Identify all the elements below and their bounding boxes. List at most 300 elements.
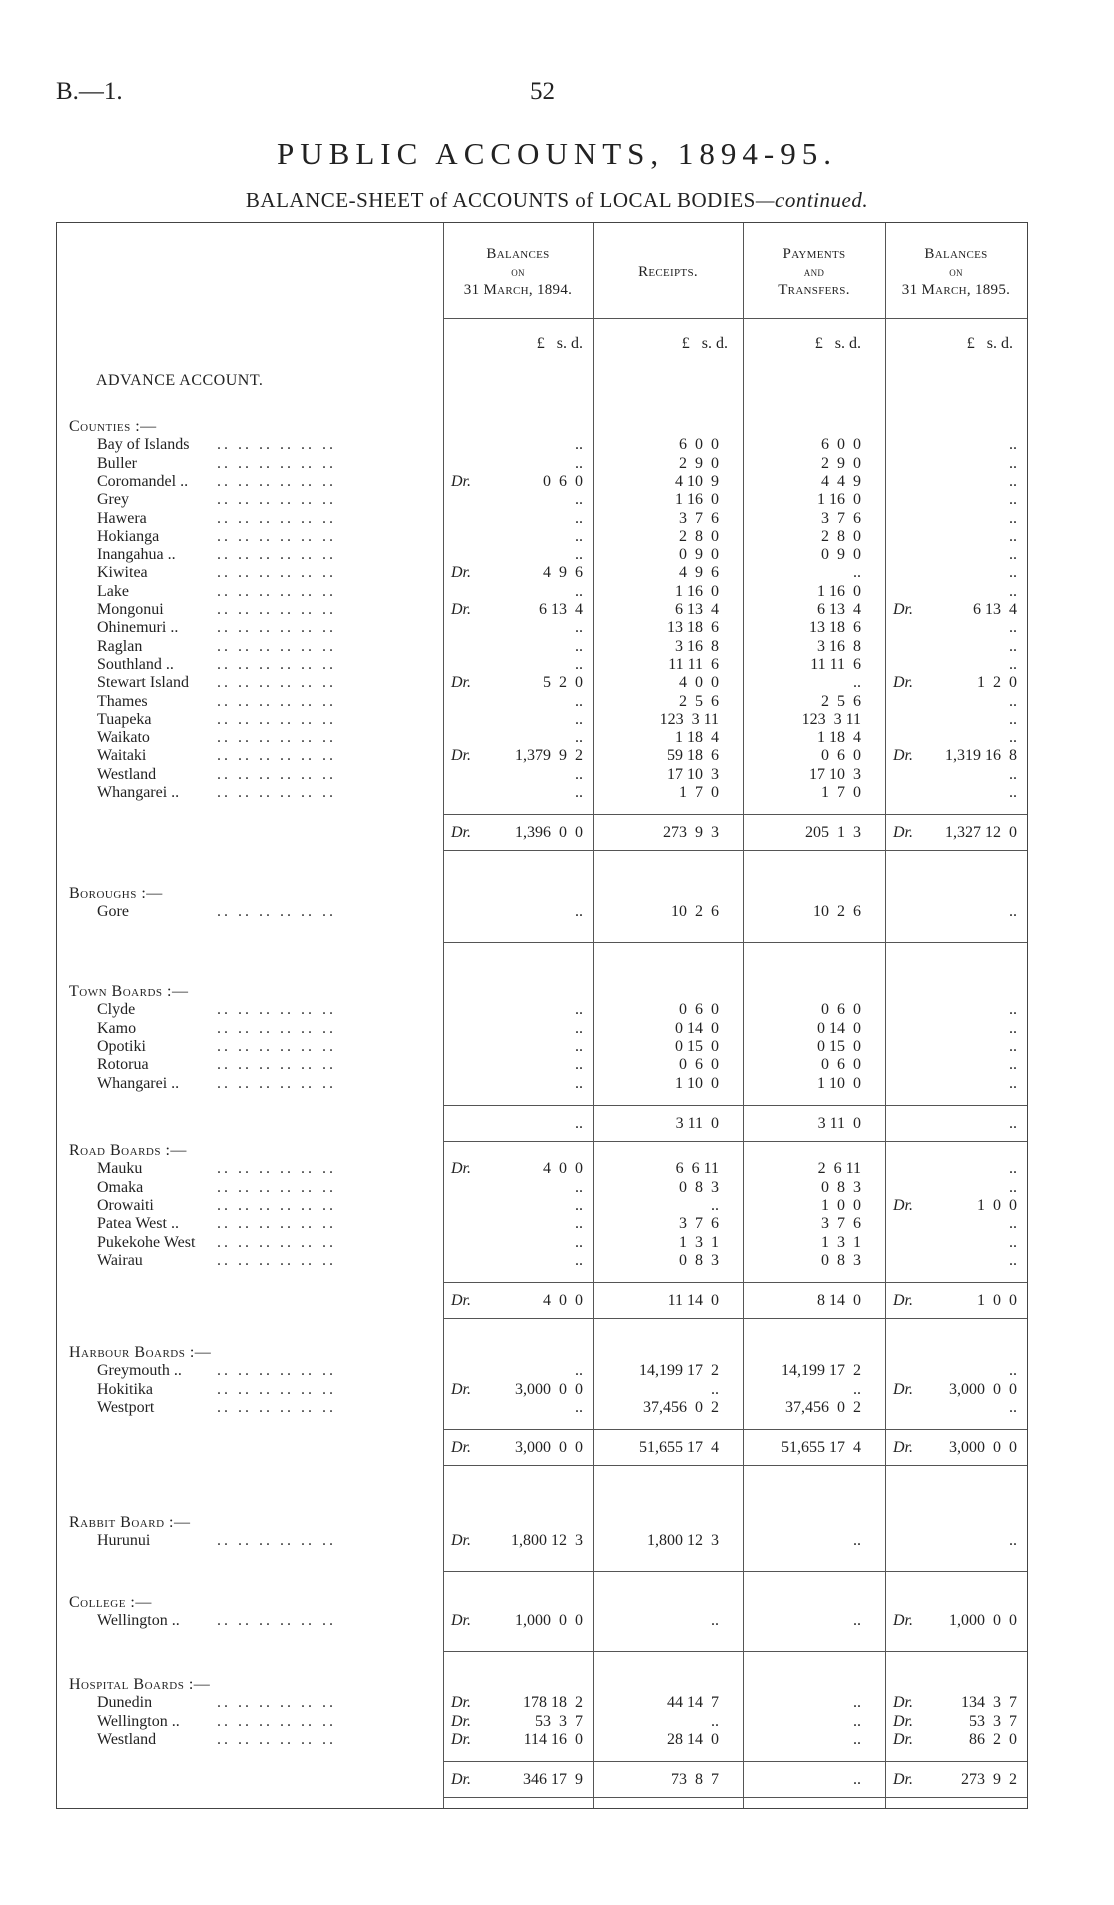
col-head-balances-1895 xyxy=(885,245,1027,299)
payments-value: .. xyxy=(853,1532,861,1550)
row-label: Opotiki xyxy=(97,1037,146,1055)
section-rule xyxy=(443,1651,1027,1652)
payments-value: 0 8 3 xyxy=(821,1178,861,1196)
leader-dots: .. .. .. .. .. .. xyxy=(217,472,336,490)
row-label: Mongonui xyxy=(97,601,164,618)
balance-1895-value: .. xyxy=(1009,454,1017,472)
row-label: Hokianga xyxy=(97,527,160,545)
receipts-value: 1 7 0 xyxy=(679,784,719,801)
section-heading xyxy=(57,1514,1027,1532)
table-row xyxy=(57,1038,1027,1056)
receipts-value: 0 15 0 xyxy=(675,1037,719,1055)
section-heading-label: Hospital Boards :— xyxy=(69,1676,211,1693)
payments-value: .. xyxy=(853,1694,861,1712)
total-payments-value: 8 14 0 xyxy=(817,1292,861,1310)
balance-1895-value: .. xyxy=(1009,903,1017,921)
table-row xyxy=(57,601,1027,619)
balance-1894-value: 4 0 0 xyxy=(543,1160,583,1178)
row-label: Wellington .. xyxy=(97,1712,180,1730)
payments-value: 6 0 0 xyxy=(821,436,861,454)
row-label: Kamo xyxy=(97,1019,137,1037)
debit-marker: Dr. xyxy=(451,564,472,582)
row-label: Thames xyxy=(97,692,148,710)
leader-dots: .. .. .. .. .. .. xyxy=(217,1694,336,1712)
total-balance-1894-value: 3,000 0 0 xyxy=(515,1439,583,1457)
section-heading xyxy=(57,1676,1027,1694)
leader-dots: .. .. .. .. .. .. xyxy=(217,491,336,509)
leader-dots: .. .. .. .. .. .. xyxy=(217,1001,336,1019)
table-row xyxy=(57,693,1027,711)
leader-dots: .. .. .. .. .. .. xyxy=(217,1037,336,1055)
leader-dots: .. .. .. .. .. .. xyxy=(217,1056,336,1074)
table-row xyxy=(57,1713,1027,1731)
balance-1895-value: .. xyxy=(1009,729,1017,747)
total-payments-value: 51,655 17 4 xyxy=(781,1439,861,1457)
table-row xyxy=(57,1056,1027,1074)
balance-1895-value: .. xyxy=(1009,619,1017,637)
payments-value: 0 14 0 xyxy=(817,1019,861,1037)
balance-1895-value: 134 3 7 xyxy=(961,1694,1017,1712)
balance-1895-value: 1,319 16 8 xyxy=(945,747,1017,765)
payments-value: 1 16 0 xyxy=(817,582,861,600)
total-receipts-value: 51,655 17 4 xyxy=(639,1439,719,1457)
section-heading xyxy=(57,1142,1027,1160)
account-title: ADVANCE ACCOUNT. xyxy=(96,372,264,389)
balance-1894-value: .. xyxy=(575,637,583,655)
balance-1894-value: .. xyxy=(575,582,583,600)
payments-value: 37,456 0 2 xyxy=(785,1398,861,1416)
row-label: Lake xyxy=(97,582,129,600)
balance-1895-value: .. xyxy=(1009,1160,1017,1178)
balance-1895-value: .. xyxy=(1009,655,1017,673)
leader-dots: .. .. .. .. .. .. xyxy=(217,1398,336,1416)
balance-1895-value: .. xyxy=(1009,637,1017,655)
balance-1895-value: .. xyxy=(1009,436,1017,454)
total-receipts-value: 73 8 7 xyxy=(671,1771,719,1789)
receipts-value: 59 18 6 xyxy=(667,747,719,765)
receipts-value: .. xyxy=(711,1196,719,1214)
payments-value: 0 8 3 xyxy=(821,1251,861,1269)
balance-1894-value: 53 3 7 xyxy=(535,1712,583,1730)
balance-1895-value: .. xyxy=(1009,1178,1017,1196)
payments-value: 4 4 9 xyxy=(821,472,861,490)
section-heading-label: Harbour Boards :— xyxy=(69,1344,212,1361)
col-head-line: Receipts. xyxy=(638,264,698,280)
leader-dots: .. .. .. .. .. .. xyxy=(217,582,336,600)
leader-dots: .. .. .. .. .. .. xyxy=(217,1215,336,1233)
table-row xyxy=(57,1179,1027,1197)
payments-value: 1 7 0 xyxy=(821,784,861,801)
table-row xyxy=(57,1399,1027,1417)
balance-1894-value: 0 6 0 xyxy=(543,472,583,490)
receipts-value: 10 2 6 xyxy=(671,903,719,921)
units-label: £ s. d. xyxy=(681,335,728,352)
debit-marker: Dr. xyxy=(893,601,914,618)
balance-1895-value: .. xyxy=(1009,1251,1017,1269)
table-row xyxy=(57,619,1027,637)
debit-marker: Dr. xyxy=(893,824,914,842)
row-label: Wairau xyxy=(97,1251,143,1269)
table-row xyxy=(57,583,1027,601)
leader-dots: .. .. .. .. .. .. xyxy=(217,601,336,618)
row-label: Grey xyxy=(97,491,129,509)
receipts-value: 0 6 0 xyxy=(679,1001,719,1019)
payments-value: 17 10 3 xyxy=(809,765,861,783)
leader-dots: .. .. .. .. .. .. xyxy=(217,564,336,582)
receipts-value: 13 18 6 xyxy=(667,619,719,637)
payments-value: 11 11 6 xyxy=(810,655,861,673)
payments-value: 10 2 6 xyxy=(813,903,861,921)
payments-value: 3 16 8 xyxy=(817,637,861,655)
balance-1894-value: .. xyxy=(575,1215,583,1233)
subtitle-continued: —continued. xyxy=(755,188,869,212)
leader-dots: .. .. .. .. .. .. xyxy=(217,710,336,728)
payments-value: 14,199 17 2 xyxy=(781,1362,861,1380)
balance-1894-value: .. xyxy=(575,1233,583,1251)
receipts-value: 0 8 3 xyxy=(679,1178,719,1196)
page-subtitle xyxy=(0,188,1114,213)
payments-value: 1 3 1 xyxy=(821,1233,861,1251)
balance-1894-value: 3,000 0 0 xyxy=(515,1380,583,1398)
debit-marker: Dr. xyxy=(893,1694,914,1712)
payments-value: 0 6 0 xyxy=(821,747,861,765)
total-balance-1895-value: .. xyxy=(1009,1114,1017,1132)
row-label: Westland xyxy=(97,765,157,783)
total-rule xyxy=(443,1429,1027,1430)
row-label: Whangarei .. xyxy=(97,784,180,801)
debit-marker: Dr. xyxy=(451,1380,472,1398)
table-row xyxy=(57,1001,1027,1019)
receipts-value: 3 7 6 xyxy=(679,1215,719,1233)
row-label: Stewart Island xyxy=(97,674,189,692)
balance-1895-value: .. xyxy=(1009,472,1017,490)
debit-marker: Dr. xyxy=(451,1694,472,1712)
balance-1895-value: .. xyxy=(1009,1215,1017,1233)
section-heading xyxy=(57,885,1027,903)
debit-marker: Dr. xyxy=(893,747,914,765)
table-row xyxy=(57,1694,1027,1712)
balance-1895-value: 6 13 4 xyxy=(973,601,1017,618)
section-heading-label: Rabbit Board :— xyxy=(69,1514,191,1531)
row-label: Omaka xyxy=(97,1178,144,1196)
leader-dots: .. .. .. .. .. .. xyxy=(217,619,336,637)
row-label: Buller xyxy=(97,454,137,472)
section-heading-label: College :— xyxy=(69,1594,152,1611)
total-row xyxy=(57,1439,1027,1457)
balance-1895-value: .. xyxy=(1009,1074,1017,1092)
row-label: Ohinemuri .. xyxy=(97,619,179,637)
table-row xyxy=(57,1612,1027,1630)
section-rule xyxy=(443,942,1027,943)
debit-marker: Dr. xyxy=(451,1771,472,1789)
receipts-value: 6 13 4 xyxy=(675,601,719,618)
table-row xyxy=(57,491,1027,509)
leader-dots: .. .. .. .. .. .. xyxy=(217,692,336,710)
col-head-line: 31 March, 1895. xyxy=(901,282,1011,298)
payments-value: 1 10 0 xyxy=(817,1074,861,1092)
debit-marker: Dr. xyxy=(893,1292,914,1310)
balance-1894-value: .. xyxy=(575,546,583,564)
section-heading-label: Town Boards :— xyxy=(69,983,189,1000)
balance-1894-value: .. xyxy=(575,1074,583,1092)
total-rule xyxy=(443,1761,1027,1762)
balance-1895-value: .. xyxy=(1009,1019,1017,1037)
debit-marker: Dr. xyxy=(451,674,472,692)
balance-1894-value: .. xyxy=(575,491,583,509)
table-row xyxy=(57,1532,1027,1550)
leader-dots: .. .. .. .. .. .. xyxy=(217,546,336,564)
balance-1894-value: .. xyxy=(575,1001,583,1019)
payments-value: 2 8 0 xyxy=(821,527,861,545)
debit-marker: Dr. xyxy=(451,601,472,618)
row-label: Tuapeka xyxy=(97,710,152,728)
table-row xyxy=(57,528,1027,546)
total-rule xyxy=(443,1797,1027,1798)
receipts-value: 28 14 0 xyxy=(667,1730,719,1748)
col-head-payments xyxy=(743,245,885,299)
leader-dots: .. .. .. .. .. .. xyxy=(217,747,336,765)
table-row xyxy=(57,1075,1027,1093)
receipts-value: 1,800 12 3 xyxy=(647,1532,719,1550)
col-head-line: Transfers. xyxy=(778,282,850,298)
balance-1895-value: .. xyxy=(1009,582,1017,600)
receipts-value: 3 16 8 xyxy=(675,637,719,655)
receipts-value: 0 8 3 xyxy=(679,1251,719,1269)
leader-dots: .. .. .. .. .. .. xyxy=(217,1730,336,1748)
table-row xyxy=(57,1234,1027,1252)
balance-1894-value: .. xyxy=(575,1037,583,1055)
header-rule xyxy=(443,318,1027,319)
balance-1895-value: .. xyxy=(1009,1532,1017,1550)
balance-1894-value: 1,800 12 3 xyxy=(511,1532,583,1550)
receipts-value: 0 6 0 xyxy=(679,1056,719,1074)
leader-dots: .. .. .. .. .. .. xyxy=(217,674,336,692)
col-head-balances-1894 xyxy=(443,245,593,299)
balance-1894-value: .. xyxy=(575,903,583,921)
balance-1894-value: .. xyxy=(575,784,583,801)
units-label: £ s. d. xyxy=(966,335,1013,352)
table-row xyxy=(57,455,1027,473)
balance-1894-value: .. xyxy=(575,765,583,783)
debit-marker: Dr. xyxy=(451,747,472,765)
total-rule xyxy=(443,850,1027,851)
balance-1894-value: .. xyxy=(575,454,583,472)
units-label: £ s. d. xyxy=(536,335,583,352)
table-row xyxy=(57,510,1027,528)
balance-1894-value: 114 16 0 xyxy=(523,1730,583,1748)
balance-1895-value: 86 2 0 xyxy=(969,1730,1017,1748)
balance-1895-value: 3,000 0 0 xyxy=(949,1380,1017,1398)
row-label: Dunedin xyxy=(97,1694,153,1712)
row-label: Waitaki xyxy=(97,747,147,765)
payments-value: 1 16 0 xyxy=(817,491,861,509)
debit-marker: Dr. xyxy=(893,674,914,692)
balance-1894-value: .. xyxy=(575,1056,583,1074)
page-title: PUBLIC ACCOUNTS, 1894-95. xyxy=(277,136,837,171)
balance-1894-value: 4 9 6 xyxy=(543,564,583,582)
table-row xyxy=(57,1252,1027,1270)
payments-value: 0 9 0 xyxy=(821,546,861,564)
leader-dots: .. .. .. .. .. .. xyxy=(217,655,336,673)
receipts-value: 11 11 6 xyxy=(668,655,719,673)
payments-value: 0 6 0 xyxy=(821,1056,861,1074)
table-row xyxy=(57,784,1027,802)
row-label: Mauku xyxy=(97,1160,143,1178)
table-row xyxy=(57,638,1027,656)
balance-1895-value: .. xyxy=(1009,710,1017,728)
receipts-value: 1 10 0 xyxy=(675,1074,719,1092)
payments-value: 2 6 11 xyxy=(817,1160,861,1178)
balance-1894-value: .. xyxy=(575,1251,583,1269)
debit-marker: Dr. xyxy=(451,472,472,490)
leader-dots: .. .. .. .. .. .. xyxy=(217,903,336,921)
debit-marker: Dr. xyxy=(893,1439,914,1457)
debit-marker: Dr. xyxy=(893,1730,914,1748)
balance-1894-value: .. xyxy=(575,436,583,454)
col-head-line: and xyxy=(803,264,825,279)
debit-marker: Dr. xyxy=(451,1292,472,1310)
table-row xyxy=(57,656,1027,674)
balance-1894-value: 1,379 9 2 xyxy=(515,747,583,765)
units-label: £ s. d. xyxy=(814,335,861,352)
debit-marker: Dr. xyxy=(451,1730,472,1748)
balance-1894-value: .. xyxy=(575,1362,583,1380)
payments-value: 3 7 6 xyxy=(821,1215,861,1233)
balance-1894-value: .. xyxy=(575,527,583,545)
total-receipts-value: 273 9 3 xyxy=(663,824,719,842)
leader-dots: .. .. .. .. .. .. xyxy=(217,1196,336,1214)
leader-dots: .. .. .. .. .. .. xyxy=(217,454,336,472)
leader-dots: .. .. .. .. .. .. xyxy=(217,1362,336,1380)
table-row xyxy=(57,546,1027,564)
row-label: Westland xyxy=(97,1730,157,1748)
balance-1894-value: .. xyxy=(575,710,583,728)
debit-marker: Dr. xyxy=(893,1196,914,1214)
receipts-value: 2 9 0 xyxy=(679,454,719,472)
leader-dots: .. .. .. .. .. .. xyxy=(217,1233,336,1251)
total-balance-1894-value: .. xyxy=(575,1114,583,1132)
table-row xyxy=(57,1381,1027,1399)
balance-1894-value: .. xyxy=(575,1019,583,1037)
balance-1894-value: 6 13 4 xyxy=(539,601,583,618)
receipts-value: 1 3 1 xyxy=(679,1233,719,1251)
total-balance-1895-value: 3,000 0 0 xyxy=(949,1439,1017,1457)
balance-1895-value: .. xyxy=(1009,692,1017,710)
section-heading-label: Boroughs :— xyxy=(69,885,163,902)
row-label: Westport xyxy=(97,1398,155,1416)
row-label: Kiwitea xyxy=(97,564,148,582)
balance-1894-value: .. xyxy=(575,729,583,747)
payments-value: .. xyxy=(853,1730,861,1748)
total-row xyxy=(57,1115,1027,1133)
row-label: Coromandel .. xyxy=(97,472,189,490)
row-label: Waikato xyxy=(97,729,150,747)
total-balance-1895-value: 273 9 2 xyxy=(961,1771,1017,1789)
total-payments-value: .. xyxy=(853,1771,861,1789)
payments-value: 6 13 4 xyxy=(817,601,861,618)
receipts-value: 6 0 0 xyxy=(679,436,719,454)
balance-1894-value: .. xyxy=(575,1196,583,1214)
payments-value: 1 0 0 xyxy=(821,1196,861,1214)
table-row xyxy=(57,903,1027,921)
payments-value: 2 5 6 xyxy=(821,692,861,710)
leader-dots: .. .. .. .. .. .. xyxy=(217,1074,336,1092)
leader-dots: .. .. .. .. .. .. xyxy=(217,784,336,801)
row-label: Rotorua xyxy=(97,1056,149,1074)
debit-marker: Dr. xyxy=(451,1160,472,1178)
row-label: Pukekohe West xyxy=(97,1233,196,1251)
debit-marker: Dr. xyxy=(893,1380,914,1398)
leader-dots: .. .. .. .. .. .. xyxy=(217,436,336,454)
leader-dots: .. .. .. .. .. .. xyxy=(217,1532,336,1550)
payments-value: .. xyxy=(853,1380,861,1398)
table-row xyxy=(57,1215,1027,1233)
row-label: Patea West .. xyxy=(97,1215,179,1233)
table-row xyxy=(57,1197,1027,1215)
total-balance-1894-value: 346 17 9 xyxy=(523,1771,583,1789)
balance-1895-value: 1 0 0 xyxy=(977,1196,1017,1214)
col-head-line: 31 March, 1894. xyxy=(463,282,573,298)
receipts-value: 14,199 17 2 xyxy=(639,1362,719,1380)
receipts-value: 0 9 0 xyxy=(679,546,719,564)
col-head-line: on xyxy=(949,264,963,279)
leader-dots: .. .. .. .. .. .. xyxy=(217,729,336,747)
payments-value: 2 9 0 xyxy=(821,454,861,472)
leader-dots: .. .. .. .. .. .. xyxy=(217,1160,336,1178)
receipts-value: 6 6 11 xyxy=(675,1160,719,1178)
table-row xyxy=(57,766,1027,784)
table-row xyxy=(57,674,1027,692)
balance-1895-value: .. xyxy=(1009,784,1017,801)
debit-marker: Dr. xyxy=(451,1439,472,1457)
col-head-receipts xyxy=(593,263,743,281)
page-ref: B.—1. xyxy=(56,78,123,105)
row-label: Inangahua .. xyxy=(97,546,176,564)
payments-value: .. xyxy=(853,564,861,582)
table-row xyxy=(57,436,1027,454)
balance-1895-value: .. xyxy=(1009,527,1017,545)
balance-1895-value: .. xyxy=(1009,564,1017,582)
receipts-value: 3 7 6 xyxy=(679,509,719,527)
col-head-line: on xyxy=(511,264,525,279)
total-balance-1895-value: 1,327 12 0 xyxy=(945,824,1017,842)
total-balance-1894-value: 1,396 0 0 xyxy=(515,824,583,842)
receipts-value: 1 16 0 xyxy=(675,582,719,600)
total-balance-1894-value: 4 0 0 xyxy=(543,1292,583,1310)
table-row xyxy=(57,1020,1027,1038)
row-label: Greymouth .. xyxy=(97,1362,182,1380)
payments-value: .. xyxy=(853,1712,861,1730)
total-rule xyxy=(443,814,1027,815)
balance-1894-value: .. xyxy=(575,1398,583,1416)
receipts-value: 1 18 4 xyxy=(675,729,719,747)
total-row xyxy=(57,1771,1027,1789)
page-number: 52 xyxy=(530,78,555,105)
col-head-line: Balances xyxy=(924,246,988,262)
total-balance-1895-value: 1 0 0 xyxy=(977,1292,1017,1310)
payments-value: 13 18 6 xyxy=(809,619,861,637)
balance-1894-value: 5 2 0 xyxy=(543,674,583,692)
payments-value: .. xyxy=(853,674,861,692)
total-receipts-value: 11 14 0 xyxy=(667,1292,719,1310)
row-label: Raglan xyxy=(97,637,143,655)
balance-1895-value: .. xyxy=(1009,1037,1017,1055)
leader-dots: .. .. .. .. .. .. xyxy=(217,1019,336,1037)
row-label: Hurunui xyxy=(97,1532,151,1550)
debit-marker: Dr. xyxy=(893,1612,914,1630)
balance-1895-value: 1 2 0 xyxy=(977,674,1017,692)
leader-dots: .. .. .. .. .. .. xyxy=(217,637,336,655)
